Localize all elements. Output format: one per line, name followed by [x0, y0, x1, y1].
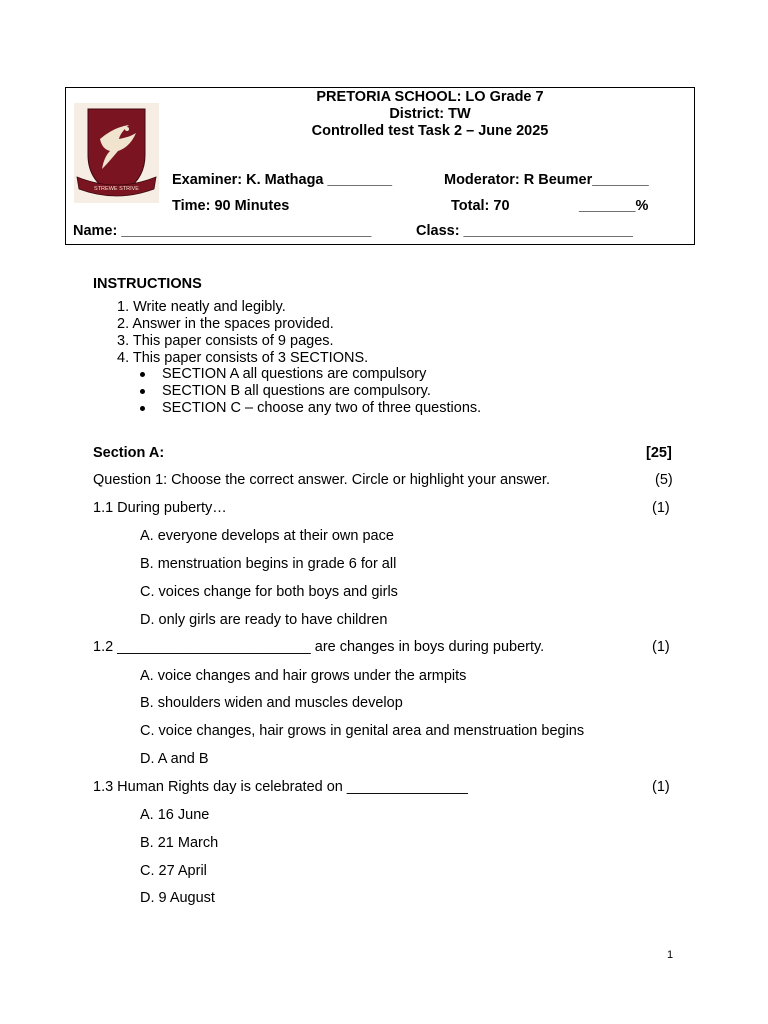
bullet-icon	[140, 372, 145, 377]
answer-option[interactable]: C. 27 April	[140, 863, 207, 879]
answer-option[interactable]: B. 21 March	[140, 835, 219, 851]
name-field: Name: _______________________________	[73, 223, 372, 239]
answer-option[interactable]: B. shoulders widen and muscles develop	[140, 695, 403, 711]
school-title: PRETORIA SCHOOL: LO Grade 7	[316, 89, 544, 105]
moderator-field: Moderator: R Beumer_______	[444, 172, 649, 188]
instruction-item: 2. Answer in the spaces provided.	[117, 316, 334, 332]
instructions-title: INSTRUCTIONS	[93, 276, 202, 292]
instruction-item: 4. This paper consists of 3 SECTIONS.	[117, 350, 369, 366]
section-a-marks: [25]	[646, 445, 672, 461]
task-title: Controlled test Task 2 – June 2025	[311, 123, 549, 139]
percent-field: _______%	[579, 198, 649, 214]
question-stem: 1.3 Human Rights day is celebrated on _______________	[93, 779, 468, 795]
answer-option[interactable]: D. only girls are ready to have children	[140, 612, 388, 628]
total-field: Total: 70	[451, 198, 510, 214]
time-field: Time: 90 Minutes	[172, 198, 290, 214]
answer-option[interactable]: C. voices change for both boys and girls	[140, 584, 398, 600]
instruction-bullet: SECTION B all questions are compulsory.	[162, 383, 431, 399]
examiner-field: Examiner: K. Mathaga ________	[172, 172, 393, 188]
bullet-icon	[140, 406, 145, 411]
answer-option[interactable]: D. 9 August	[140, 890, 215, 906]
question-marks: (1)	[652, 779, 670, 795]
answer-option[interactable]: A. voice changes and hair grows under the armpits	[140, 668, 467, 684]
instruction-item: 3. This paper consists of 9 pages.	[117, 333, 334, 349]
question-1-marks: (5)	[655, 472, 673, 488]
question-stem: 1.2 ________________________ are changes in boys during puberty.	[93, 639, 545, 655]
question-1-text: Question 1: Choose the correct answer. Circle or highlight your answer.	[93, 472, 550, 488]
bullet-icon	[140, 389, 145, 394]
class-field: Class: _____________________	[416, 223, 633, 239]
question-marks: (1)	[652, 500, 670, 516]
section-a-title: Section A:	[93, 445, 165, 461]
question-marks: (1)	[652, 639, 670, 655]
instruction-bullet: SECTION A all questions are compulsory	[162, 366, 427, 382]
answer-option[interactable]: A. everyone develops at their own pace	[140, 528, 394, 544]
answer-option[interactable]: A. 16 June	[140, 807, 210, 823]
instruction-bullet: SECTION C – choose any two of three questions.	[162, 400, 482, 416]
answer-option[interactable]: B. menstruation begins in grade 6 for all	[140, 556, 397, 572]
instruction-item: 1. Write neatly and legibly.	[117, 299, 286, 315]
question-stem: 1.1 During puberty…	[93, 500, 227, 516]
svg-text:STREWE STRIVE: STREWE STRIVE	[94, 186, 139, 192]
page-number: 1	[667, 949, 674, 961]
district-title: District: TW	[389, 106, 471, 122]
school-crest-logo	[74, 103, 159, 203]
answer-option[interactable]: D. A and B	[140, 751, 209, 767]
answer-option[interactable]: C. voice changes, hair grows in genital area and menstruation begins	[140, 723, 585, 739]
